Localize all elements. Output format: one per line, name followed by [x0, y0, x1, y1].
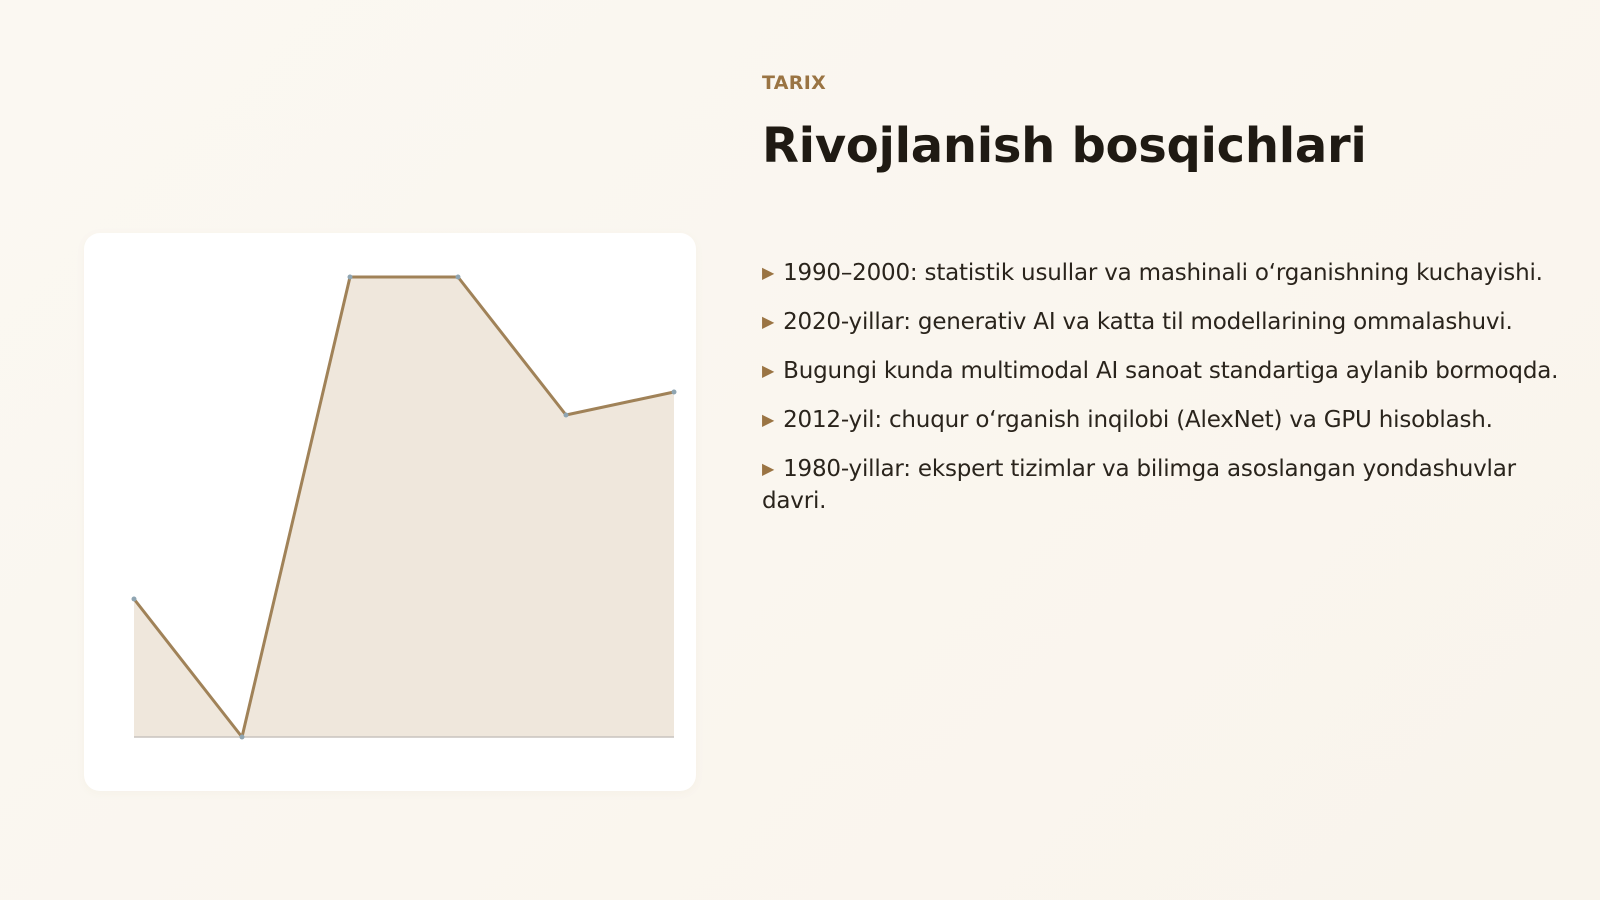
- chart-card: [84, 233, 696, 791]
- milestone-text: 1990–2000: statistik usullar va mashinali o‘rganishning kuchayishi.: [783, 260, 1543, 286]
- page-title: Rivojlanish bosqichlari: [762, 118, 1367, 174]
- milestone-item: [762, 258, 1562, 290]
- triangle-right-icon: ▶: [762, 263, 775, 282]
- data-point-4: [456, 275, 461, 280]
- triangle-right-icon: ▶: [762, 312, 775, 331]
- triangle-right-icon: ▶: [762, 459, 775, 478]
- milestone-text: 2020-yillar: generativ AI va katta til modellarining ommalashuvi.: [783, 309, 1513, 335]
- triangle-right-icon: ▶: [762, 410, 775, 429]
- milestone-item: [762, 454, 1562, 517]
- milestone-item: [762, 356, 1562, 388]
- data-point-2: [240, 735, 245, 740]
- data-point-5: [564, 413, 569, 418]
- milestone-item: [762, 405, 1562, 437]
- milestone-list: [762, 258, 1562, 534]
- triangle-right-icon: ▶: [762, 361, 775, 380]
- milestone-text: Bugungi kunda multimodal AI sanoat standartiga aylanib bormoqda.: [783, 358, 1559, 384]
- area-fill: [134, 277, 674, 737]
- area-chart: [84, 233, 696, 791]
- milestone-text: 2012-yil: chuqur o‘rganish inqilobi (AlexNet) va GPU hisoblash.: [783, 407, 1493, 433]
- data-point-1: [132, 597, 137, 602]
- milestone-text: 1980-yillar: ekspert tizimlar va bilimga asoslangan yondashuvlar davri.: [762, 456, 1516, 514]
- section-eyebrow: TARIX: [762, 72, 827, 94]
- data-point-6: [672, 390, 677, 395]
- data-point-3: [348, 275, 353, 280]
- milestone-item: [762, 307, 1562, 339]
